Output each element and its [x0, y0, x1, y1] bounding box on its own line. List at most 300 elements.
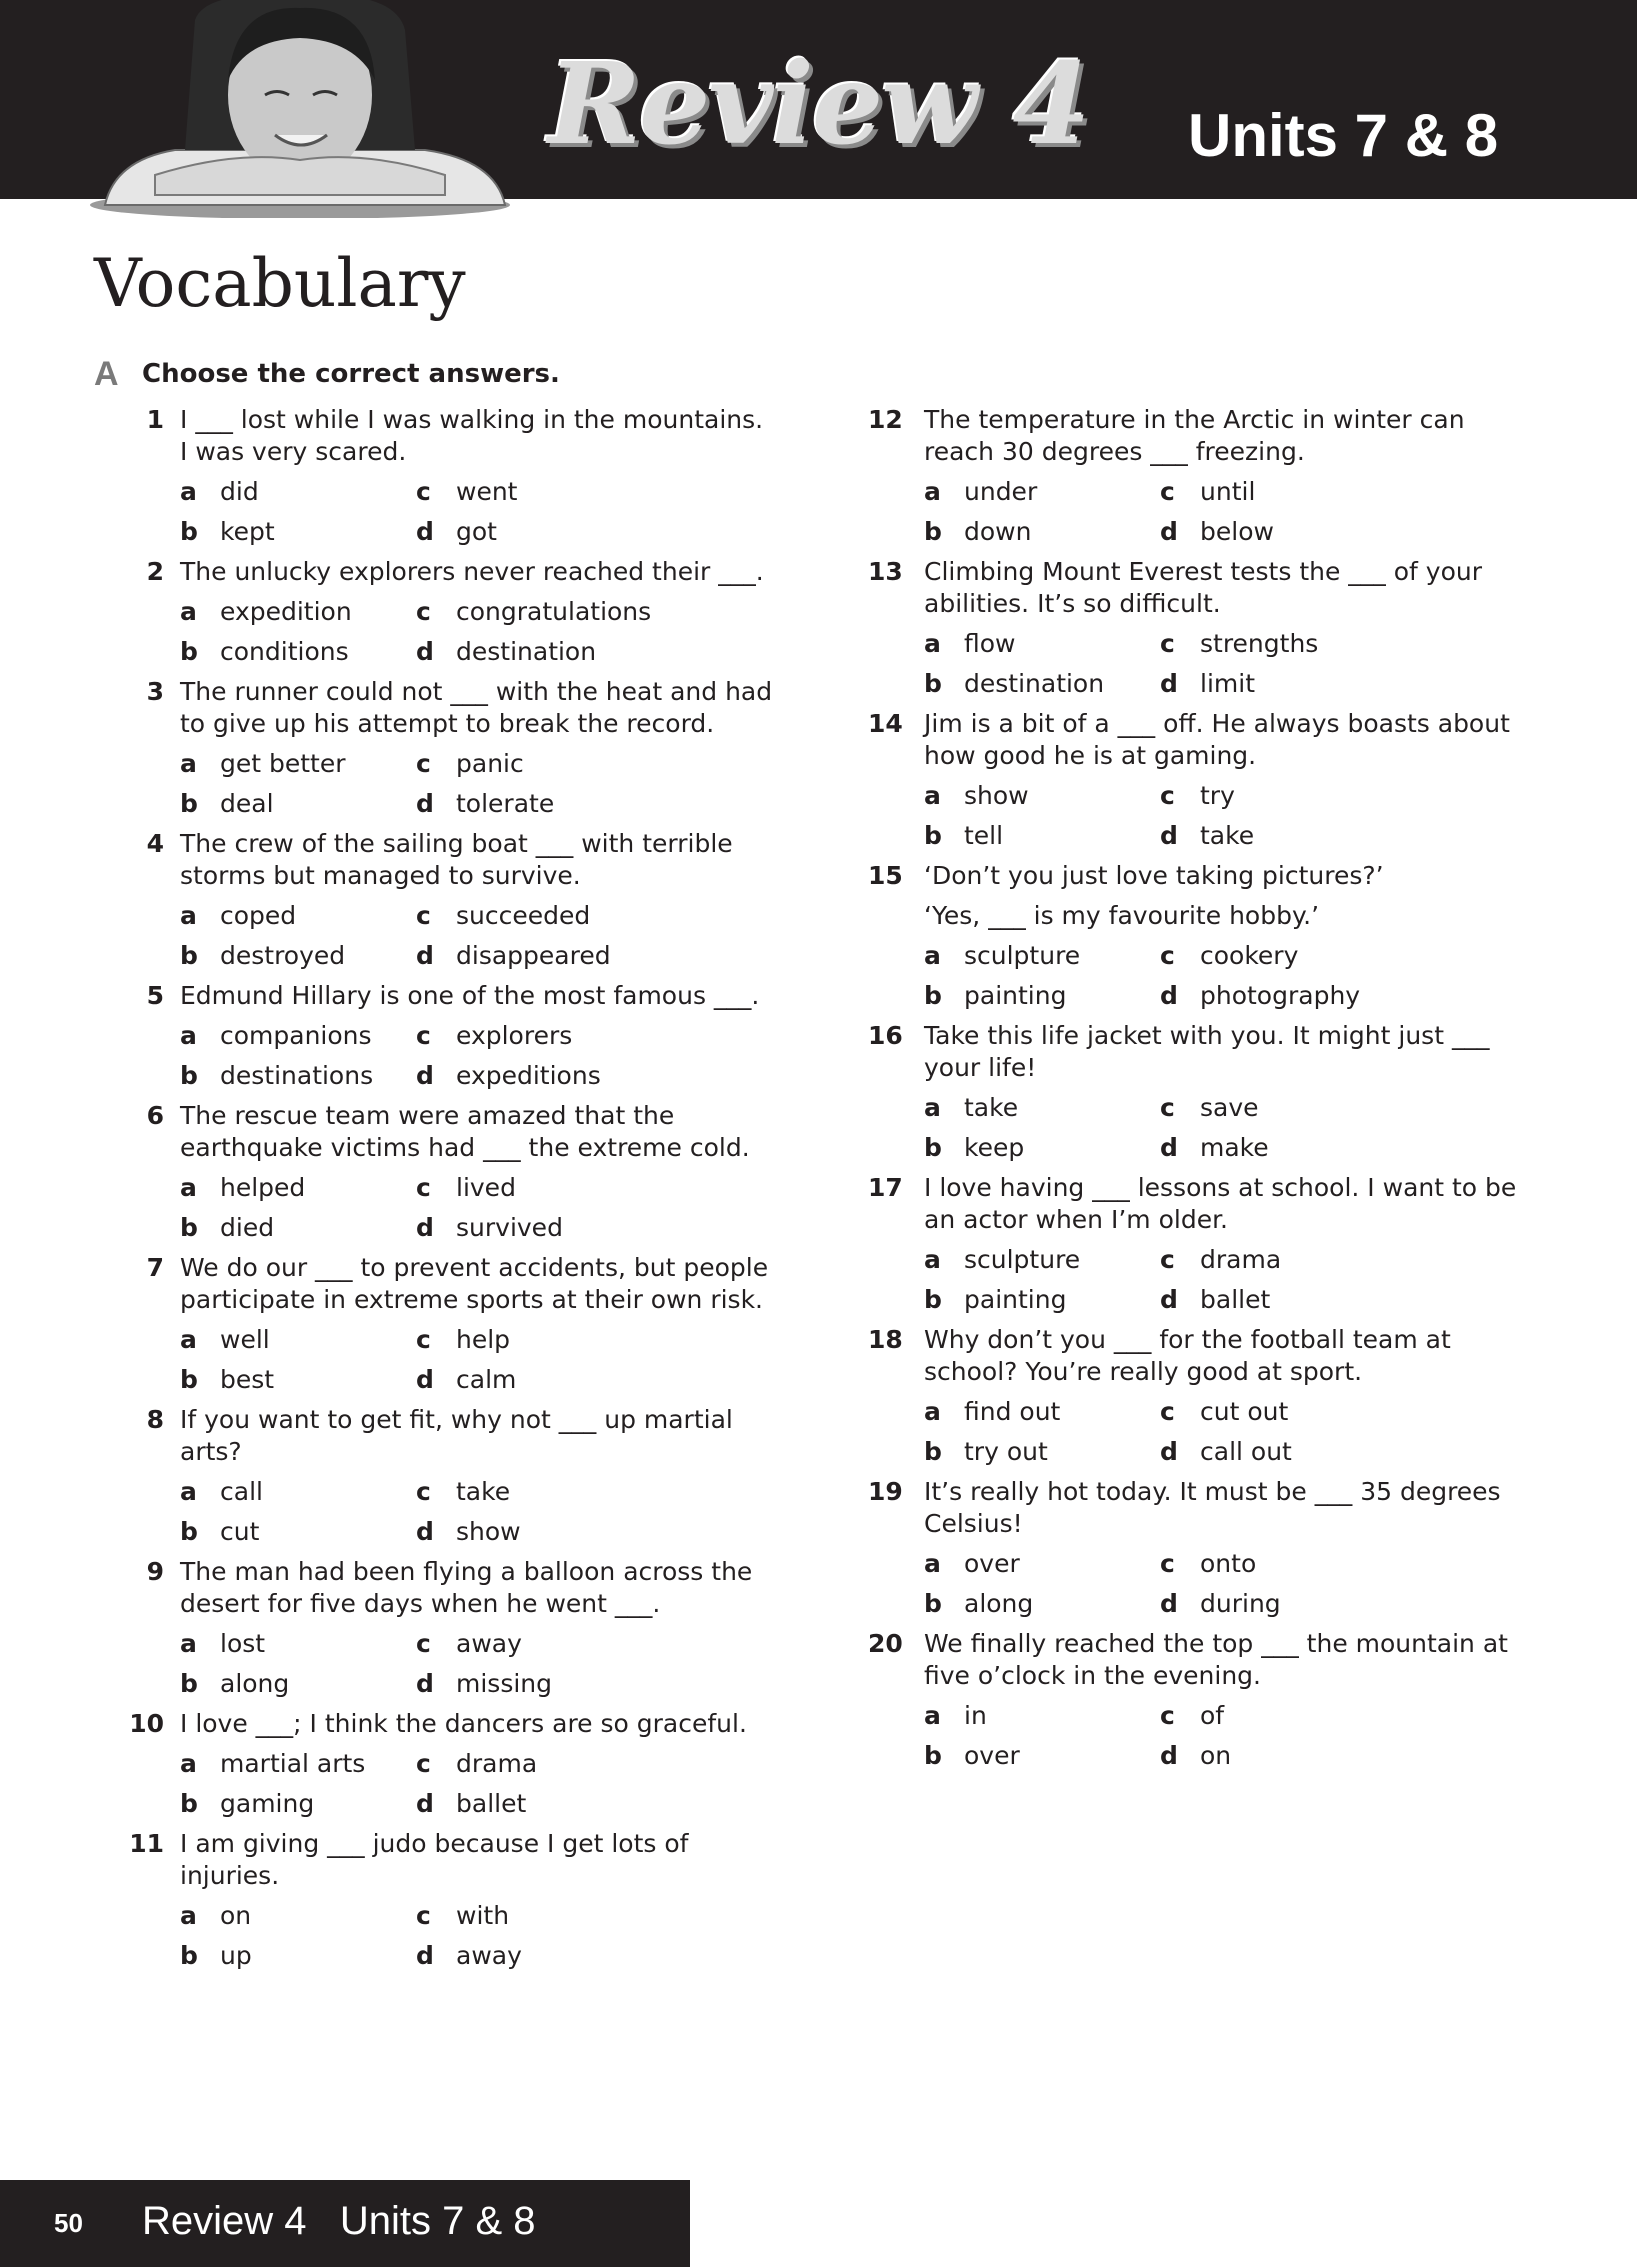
option-letter: b [924, 1133, 942, 1162]
option-c[interactable] [1160, 1244, 1460, 1276]
option-c[interactable] [1160, 628, 1460, 660]
option-text: coped [220, 901, 297, 930]
option-d[interactable] [1160, 820, 1460, 852]
option-c[interactable] [416, 476, 716, 508]
question-text-line: I ___ lost while I was walking in the mountains. I was very scared. [180, 405, 764, 466]
question-text [924, 860, 1518, 932]
option-letter: a [180, 1629, 197, 1658]
option-a[interactable] [180, 748, 416, 780]
option-d[interactable] [416, 636, 716, 668]
questions-column-right [868, 404, 1518, 1772]
option-text: went [456, 477, 518, 506]
option-text: drama [456, 1749, 538, 1778]
option-b[interactable] [180, 1940, 416, 1972]
option-letter: d [416, 1061, 434, 1090]
option-letter: c [416, 1477, 431, 1506]
option-letter: c [416, 1325, 431, 1354]
option-letter: d [416, 1365, 434, 1394]
option-letter: c [416, 749, 431, 778]
option-a[interactable] [180, 1172, 416, 1204]
question-text-line: The man had been flying a balloon across the desert for five days when he went ___. [180, 1557, 753, 1618]
question-text-line: The unlucky explorers never reached their ___. [180, 557, 764, 586]
question-text-line: ‘Don’t you just love taking pictures?’ [924, 861, 1384, 890]
option-a[interactable] [924, 1244, 1160, 1276]
option-text: kept [220, 517, 275, 546]
option-text: cut [220, 1517, 260, 1546]
option-c[interactable] [416, 900, 716, 932]
option-letter: a [180, 749, 197, 778]
question-text-line: The runner could not ___ with the heat and had to give up his attempt to break the record. [180, 677, 773, 738]
option-letter: d [416, 1941, 434, 1970]
option-letter: a [180, 477, 197, 506]
question-item [124, 828, 774, 972]
answer-options [180, 748, 774, 820]
option-d[interactable] [416, 1516, 716, 1548]
option-a[interactable] [924, 476, 1160, 508]
option-letter: c [1160, 1245, 1175, 1274]
option-letter: a [180, 901, 197, 930]
question-text [924, 404, 1518, 468]
option-b[interactable] [180, 636, 416, 668]
option-text: best [220, 1365, 275, 1394]
option-text: disappeared [456, 941, 611, 970]
option-a[interactable] [180, 1020, 416, 1052]
option-text: painting [964, 1285, 1067, 1314]
question-text [180, 1404, 774, 1468]
option-text: calm [456, 1365, 517, 1394]
option-text: destination [456, 637, 597, 666]
option-b[interactable] [924, 980, 1160, 1012]
option-b[interactable] [180, 788, 416, 820]
option-b[interactable] [924, 668, 1160, 700]
option-d[interactable] [416, 1940, 716, 1972]
answer-options [180, 1900, 774, 1972]
question-text [180, 980, 774, 1012]
option-letter: d [1160, 1133, 1178, 1162]
question-text [180, 404, 774, 468]
option-b[interactable] [180, 1668, 416, 1700]
option-d[interactable] [1160, 1740, 1460, 1772]
answer-options [180, 596, 774, 668]
option-a[interactable] [180, 1900, 416, 1932]
question-number: 11 [129, 1829, 164, 1858]
option-letter: d [416, 1517, 434, 1546]
question-line [868, 860, 1518, 932]
option-text: try [1200, 781, 1235, 810]
option-text: take [964, 1093, 1019, 1122]
question-item [124, 676, 774, 820]
option-text: on [1200, 1741, 1232, 1770]
option-letter: c [416, 1173, 431, 1202]
question-item [868, 556, 1518, 700]
option-c[interactable] [1160, 940, 1460, 972]
option-b[interactable] [180, 1788, 416, 1820]
question-number: 19 [868, 1477, 903, 1506]
option-text: limit [1200, 669, 1255, 698]
option-text: missing [456, 1669, 553, 1698]
question-text-line: I love ___; I think the dancers are so graceful. [180, 1709, 747, 1738]
option-text: down [964, 517, 1032, 546]
option-letter: d [416, 1213, 434, 1242]
question-text [924, 1324, 1518, 1388]
option-letter: c [1160, 629, 1175, 658]
option-letter: d [416, 637, 434, 666]
option-b[interactable] [180, 1212, 416, 1244]
girl-illustration [85, 0, 515, 218]
option-letter: b [924, 981, 942, 1010]
option-text: deal [220, 789, 274, 818]
option-c[interactable] [416, 1172, 716, 1204]
option-letter: b [924, 1285, 942, 1314]
option-text: destroyed [220, 941, 346, 970]
option-letter: c [416, 1021, 431, 1050]
answer-options [180, 1476, 774, 1548]
option-text: cookery [1200, 941, 1299, 970]
question-item [124, 1252, 774, 1396]
question-number: 9 [146, 1557, 164, 1586]
instruction-text: Choose the correct answers. [142, 359, 560, 389]
option-letter: d [416, 1789, 434, 1818]
option-c[interactable] [1160, 476, 1460, 508]
option-letter: d [1160, 981, 1178, 1010]
question-number: 14 [868, 709, 903, 738]
option-letter: a [180, 1901, 197, 1930]
option-b[interactable] [180, 940, 416, 972]
option-c[interactable] [416, 1748, 716, 1780]
option-d[interactable] [1160, 668, 1460, 700]
option-text: strengths [1200, 629, 1319, 658]
option-a[interactable] [924, 628, 1160, 660]
option-d[interactable] [416, 940, 716, 972]
option-letter: a [924, 1397, 941, 1426]
question-text [180, 828, 774, 892]
option-text: in [964, 1701, 987, 1730]
option-a[interactable] [924, 1700, 1160, 1732]
option-letter: a [924, 1245, 941, 1274]
question-number: 17 [868, 1173, 903, 1202]
option-letter: a [180, 1021, 197, 1050]
question-item [868, 1020, 1518, 1164]
option-letter: d [1160, 1589, 1178, 1618]
option-text: lost [220, 1629, 266, 1658]
option-d[interactable] [1160, 1132, 1460, 1164]
option-text: below [1200, 517, 1274, 546]
option-a[interactable] [180, 1628, 416, 1660]
option-text: drama [1200, 1245, 1282, 1274]
question-item [868, 708, 1518, 852]
option-d[interactable] [1160, 516, 1460, 548]
option-d[interactable] [416, 1060, 716, 1092]
option-text: away [456, 1941, 522, 1970]
question-line [868, 556, 1518, 620]
option-c[interactable] [416, 1020, 716, 1052]
question-item [124, 1828, 774, 1972]
option-letter: a [924, 1701, 941, 1730]
option-letter: c [1160, 941, 1175, 970]
option-a[interactable] [924, 780, 1160, 812]
option-text: destinations [220, 1061, 374, 1090]
option-b[interactable] [924, 1588, 1160, 1620]
option-b[interactable] [180, 516, 416, 548]
option-c[interactable] [416, 596, 716, 628]
option-c[interactable] [1160, 1700, 1460, 1732]
option-text: away [456, 1629, 522, 1658]
option-text: tell [964, 821, 1004, 850]
question-line [124, 1556, 774, 1620]
option-b[interactable] [180, 1516, 416, 1548]
option-letter: a [180, 597, 197, 626]
option-b[interactable] [924, 1740, 1160, 1772]
option-letter: a [924, 1093, 941, 1122]
option-text: destination [964, 669, 1105, 698]
option-a[interactable] [180, 476, 416, 508]
question-number: 5 [146, 981, 164, 1010]
option-letter: b [924, 1589, 942, 1618]
option-text: panic [456, 749, 524, 778]
option-b[interactable] [924, 1132, 1160, 1164]
question-text [924, 1172, 1518, 1236]
option-text: show [456, 1517, 521, 1546]
question-text [924, 1476, 1518, 1540]
option-b[interactable] [924, 1436, 1160, 1468]
question-item [124, 1556, 774, 1700]
question-text [180, 556, 774, 588]
option-text: succeeded [456, 901, 591, 930]
option-text: ballet [456, 1789, 527, 1818]
question-text [924, 556, 1518, 620]
option-b[interactable] [924, 1284, 1160, 1316]
option-text: until [1200, 477, 1256, 506]
option-letter: b [924, 821, 942, 850]
option-letter: d [1160, 821, 1178, 850]
option-letter: c [1160, 1701, 1175, 1730]
option-c[interactable] [1160, 780, 1460, 812]
option-d[interactable] [1160, 1284, 1460, 1316]
question-text [180, 1252, 774, 1316]
answer-options [924, 1700, 1518, 1772]
question-text [180, 1708, 774, 1740]
answer-options [924, 1548, 1518, 1620]
option-text: helped [220, 1173, 306, 1202]
option-text: tolerate [456, 789, 555, 818]
option-a[interactable] [924, 1092, 1160, 1124]
option-d[interactable] [1160, 980, 1460, 1012]
option-b[interactable] [924, 516, 1160, 548]
option-d[interactable] [416, 788, 716, 820]
option-letter: b [180, 1213, 198, 1242]
question-number: 8 [146, 1405, 164, 1434]
question-item [124, 1100, 774, 1244]
question-line [868, 1172, 1518, 1236]
review-title: Review 4 [548, 39, 1089, 170]
option-d[interactable] [416, 1788, 716, 1820]
option-text: try out [964, 1437, 1048, 1466]
option-d[interactable] [416, 1364, 716, 1396]
option-c[interactable] [416, 1476, 716, 1508]
question-text-line: The rescue team were amazed that the earthquake victims had ___ the extreme cold. [180, 1101, 750, 1162]
option-letter: b [180, 1789, 198, 1818]
option-text: lived [456, 1173, 516, 1202]
option-text: survived [456, 1213, 563, 1242]
option-text: take [456, 1477, 511, 1506]
option-letter: b [924, 669, 942, 698]
option-text: under [964, 477, 1038, 506]
option-text: on [220, 1901, 252, 1930]
option-a[interactable] [180, 596, 416, 628]
option-text: expedition [220, 597, 352, 626]
option-c[interactable] [416, 1324, 716, 1356]
option-text: photography [1200, 981, 1361, 1010]
question-item [868, 1172, 1518, 1316]
option-b[interactable] [180, 1060, 416, 1092]
answer-options [180, 1020, 774, 1092]
question-text [924, 1020, 1518, 1084]
option-d[interactable] [416, 1668, 716, 1700]
option-letter: b [180, 1669, 198, 1698]
option-letter: d [1160, 1437, 1178, 1466]
question-text-line: Why don’t you ___ for the football team at school? You’re really good at sport. [924, 1325, 1451, 1386]
option-d[interactable] [416, 516, 716, 548]
option-letter: b [924, 517, 942, 546]
question-line [124, 1252, 774, 1316]
option-letter: b [180, 789, 198, 818]
question-item [124, 404, 774, 548]
question-line [868, 1324, 1518, 1388]
option-letter: b [924, 1437, 942, 1466]
option-letter: c [416, 1901, 431, 1930]
question-text [924, 1628, 1518, 1692]
option-text: sculpture [964, 941, 1081, 970]
option-text: cut out [1200, 1397, 1289, 1426]
question-text-line: Edmund Hillary is one of the most famous ___. [180, 981, 760, 1010]
question-number: 3 [146, 677, 164, 706]
option-text: companions [220, 1021, 372, 1050]
option-b[interactable] [924, 820, 1160, 852]
option-text: help [456, 1325, 511, 1354]
question-text-line: The crew of the sailing boat ___ with terrible storms but managed to survive. [180, 829, 733, 890]
section-title: Vocabulary [94, 245, 466, 322]
option-letter: d [1160, 1741, 1178, 1770]
option-text: get better [220, 749, 346, 778]
option-c[interactable] [1160, 1092, 1460, 1124]
question-item [124, 1404, 774, 1548]
option-c[interactable] [1160, 1396, 1460, 1428]
question-text-line: ‘Yes, ___ is my favourite hobby.’ [924, 901, 1320, 930]
option-a[interactable] [180, 1476, 416, 1508]
option-letter: a [180, 1749, 197, 1778]
option-a[interactable] [180, 1748, 416, 1780]
option-c[interactable] [1160, 1548, 1460, 1580]
option-text: along [220, 1669, 290, 1698]
question-item [124, 556, 774, 668]
question-number: 12 [868, 405, 903, 434]
units-title: Units 7 & 8 [1188, 102, 1499, 169]
option-c[interactable] [416, 1628, 716, 1660]
answer-options [924, 780, 1518, 852]
question-text-line: The temperature in the Arctic in winter can reach 30 degrees ___ freezing. [924, 405, 1465, 466]
question-item [868, 860, 1518, 1012]
page-number: 50 [54, 2208, 83, 2238]
option-letter: a [924, 1549, 941, 1578]
question-number: 16 [868, 1021, 903, 1050]
answer-options [180, 1628, 774, 1700]
option-letter: d [1160, 517, 1178, 546]
answer-options [924, 476, 1518, 548]
question-number: 1 [146, 405, 164, 434]
answer-options [924, 940, 1518, 1012]
question-item [124, 1708, 774, 1820]
question-text [924, 708, 1518, 772]
option-letter: b [180, 1517, 198, 1546]
option-text: gaming [220, 1789, 315, 1818]
option-text: show [964, 781, 1029, 810]
question-text [180, 1556, 774, 1620]
question-text-line: We do our ___ to prevent accidents, but people participate in extreme sports at their own risk. [180, 1253, 769, 1314]
question-item [868, 404, 1518, 548]
question-line [124, 828, 774, 892]
option-text: call [220, 1477, 263, 1506]
option-text: with [456, 1901, 510, 1930]
option-c[interactable] [416, 748, 716, 780]
question-number: 7 [146, 1253, 164, 1282]
option-letter: d [1160, 1285, 1178, 1314]
question-number: 18 [868, 1325, 903, 1354]
option-a[interactable] [924, 940, 1160, 972]
option-a[interactable] [180, 900, 416, 932]
question-line [868, 1020, 1518, 1084]
option-text: save [1200, 1093, 1259, 1122]
footer-title: Review 4 Units 7 & 8 [142, 2199, 536, 2243]
option-letter: c [1160, 477, 1175, 506]
option-text: over [964, 1549, 1020, 1578]
option-letter: c [416, 477, 431, 506]
answer-options [180, 1748, 774, 1820]
question-item [124, 980, 774, 1092]
question-line [124, 556, 774, 588]
question-text-line: Climbing Mount Everest tests the ___ of your abilities. It’s so difficult. [924, 557, 1482, 618]
question-line [868, 708, 1518, 772]
option-b[interactable] [180, 1364, 416, 1396]
option-letter: c [1160, 781, 1175, 810]
option-letter: b [180, 1365, 198, 1394]
option-text: painting [964, 981, 1067, 1010]
option-a[interactable] [180, 1324, 416, 1356]
option-d[interactable] [416, 1212, 716, 1244]
option-text: expeditions [456, 1061, 601, 1090]
option-letter: c [1160, 1549, 1175, 1578]
option-text: up [220, 1941, 252, 1970]
option-letter: b [180, 637, 198, 666]
option-a[interactable] [924, 1396, 1160, 1428]
question-text [180, 1828, 774, 1892]
question-line [124, 404, 774, 468]
option-a[interactable] [924, 1548, 1160, 1580]
option-text: died [220, 1213, 275, 1242]
option-d[interactable] [1160, 1436, 1460, 1468]
option-letter: c [416, 1749, 431, 1778]
option-text: take [1200, 821, 1255, 850]
option-d[interactable] [1160, 1588, 1460, 1620]
question-text-line: It’s really hot today. It must be ___ 35 degrees Celsius! [924, 1477, 1501, 1538]
question-line [124, 980, 774, 1012]
answer-options [924, 1244, 1518, 1316]
option-letter: a [180, 1325, 197, 1354]
question-number: 2 [146, 557, 164, 586]
exercise-instruction [94, 354, 560, 394]
question-line [124, 1100, 774, 1164]
option-letter: d [416, 517, 434, 546]
option-c[interactable] [416, 1900, 716, 1932]
